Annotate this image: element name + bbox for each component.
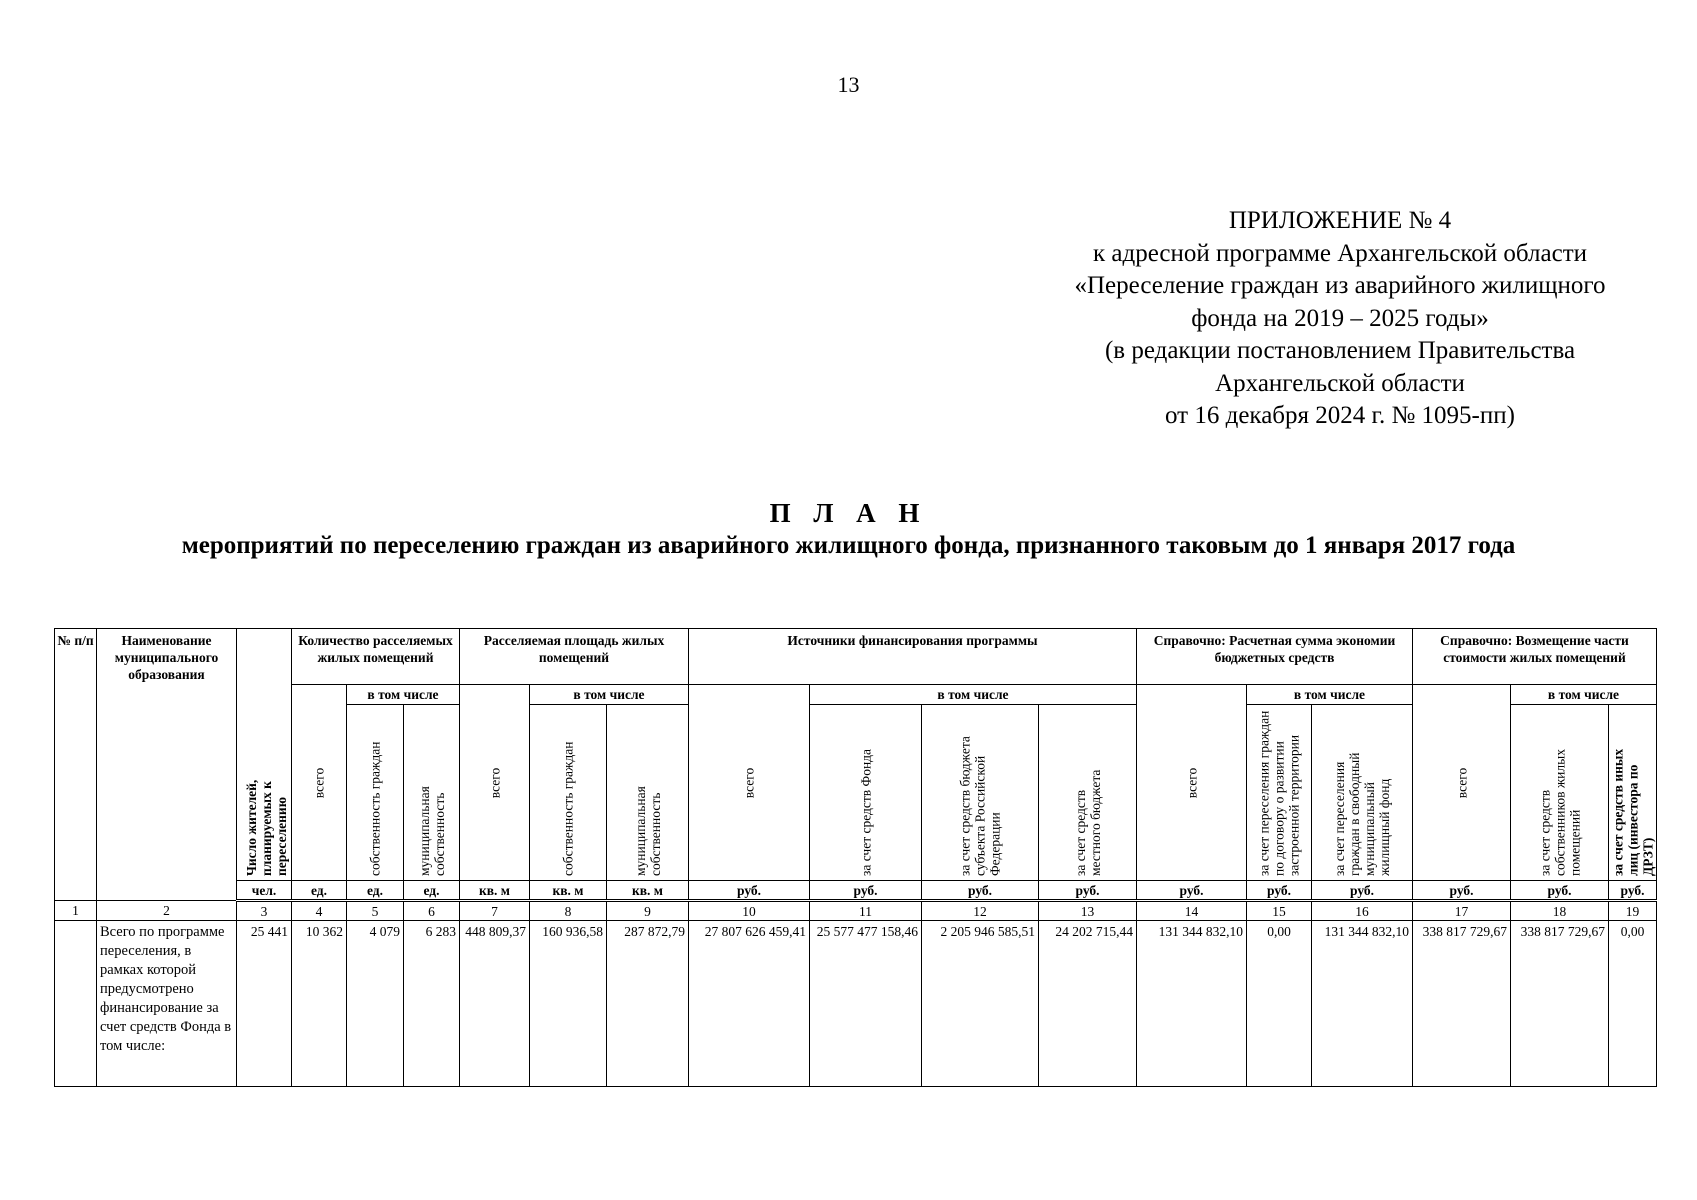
unit-cell: руб.	[689, 881, 810, 901]
column-number: 14	[1137, 901, 1247, 921]
header-rooms-private: собственность граждан	[347, 705, 404, 881]
column-number: 4	[292, 901, 347, 921]
unit-cell: чел.	[237, 881, 292, 901]
header-area-group: Расселяемая площадь жилых помещений	[460, 629, 689, 685]
column-number-row	[55, 901, 1657, 921]
column-number: 12	[922, 901, 1039, 921]
page-number: 13	[837, 72, 860, 97]
plan-table	[54, 628, 1657, 1087]
column-number: 18	[1511, 901, 1609, 921]
column-number: 15	[1247, 901, 1312, 921]
unit-cell: руб.	[1137, 881, 1247, 901]
row-value-econ-development: 0,00	[1247, 921, 1312, 1087]
header-from-local-budget: за счет средств местного бюджета	[1039, 705, 1137, 881]
header-area-total: всего	[460, 685, 530, 881]
header-name: Наименование муниципального образования	[97, 629, 237, 901]
column-number: 3	[237, 901, 292, 921]
unit-cell: руб.	[1312, 881, 1413, 901]
header-num: № п/п	[55, 629, 97, 901]
row-value-finance-total: 27 807 626 459,41	[689, 921, 810, 1087]
unit-cell: ед.	[292, 881, 347, 901]
header-economy-group: Справочно: Расчетная сумма экономии бюджетных средств	[1137, 629, 1413, 685]
column-number: 11	[810, 901, 922, 921]
column-number: 2	[97, 901, 237, 921]
column-number: 19	[1609, 901, 1657, 921]
appendix-line: от 16 декабря 2024 г. № 1095-пп)	[1165, 402, 1515, 429]
column-number: 5	[347, 901, 404, 921]
appendix-line: к адресной программе Архангельской области	[1092, 239, 1588, 267]
plan-title: П Л А Н	[769, 498, 928, 528]
column-number: 9	[607, 901, 689, 921]
header-from-subject-budget: за счет средств бюджета субъекта Российской Федерации	[922, 705, 1039, 881]
row-value-comp-owners: 338 817 729,67	[1511, 921, 1609, 1087]
unit-cell: кв. м	[460, 881, 530, 901]
appendix-line: (в редакции постановлением Правительства	[1104, 337, 1576, 364]
appendix-line: Архангельской области	[1215, 369, 1465, 397]
table-row	[55, 921, 1657, 1087]
header-including: в том числе	[530, 685, 689, 705]
row-value-compensation-total: 338 817 729,67	[1413, 921, 1511, 1087]
header-comp-others: за счет средств иных лиц (инвестора по ДРЗТ)	[1609, 705, 1657, 881]
header-econ-development: за счет переселения граждан по договору о развитии застроенной территории	[1247, 705, 1312, 881]
header-area-private: собственность граждан	[530, 705, 607, 881]
appendix-line: «Переселение граждан из аварийного жилищного	[1074, 272, 1606, 299]
column-number: 17	[1413, 901, 1511, 921]
row-value-from-fund: 25 577 477 158,46	[810, 921, 922, 1087]
row-value-area-total: 448 809,37	[460, 921, 530, 1087]
unit-cell: ед.	[404, 881, 460, 901]
header-rooms-total: всего	[292, 685, 347, 881]
row-value-from-subject-budget: 2 205 946 585,51	[922, 921, 1039, 1087]
row-value-residents: 25 441	[237, 921, 292, 1087]
header-econ-free-fund: за счет переселения граждан в свободный муниципальный жилищный фонд	[1312, 705, 1413, 881]
header-finance-group: Источники финансирования программы	[689, 629, 1137, 685]
unit-cell: кв. м	[530, 881, 607, 901]
column-number: 10	[689, 901, 810, 921]
row-value-from-local-budget: 24 202 715,44	[1039, 921, 1137, 1087]
header-including: в том числе	[347, 685, 460, 705]
column-number: 8	[530, 901, 607, 921]
appendix-line: фонда на 2019 – 2025 годы»	[1191, 304, 1489, 332]
header-area-municipal: муниципальная собственность	[607, 705, 689, 881]
column-number: 1	[55, 901, 97, 921]
header-rooms-municipal: муниципальная собственность	[404, 705, 460, 881]
column-number: 6	[404, 901, 460, 921]
header-rooms-group: Количество расселяемых жилых помещений	[292, 629, 460, 685]
column-number: 16	[1312, 901, 1413, 921]
header-including: в том числе	[1511, 685, 1657, 705]
header-finance-total: всего	[689, 685, 810, 881]
row-name: Всего по программе переселения, в рамках которой предусмотрено финансирование за счет средств Фонда в том числе:	[97, 921, 237, 1087]
header-including: в том числе	[810, 685, 1137, 705]
header-from-fund: за счет средств Фонда	[810, 705, 922, 881]
header-residents: Число жителей, планируемых к переселению	[237, 629, 292, 881]
appendix-line: ПРИЛОЖЕНИЕ № 4	[1228, 207, 1452, 234]
header-compensation-total: всего	[1413, 685, 1511, 881]
row-value-econ-free-fund: 131 344 832,10	[1312, 921, 1413, 1087]
row-value-area-municipal: 287 872,79	[607, 921, 689, 1087]
unit-cell: руб.	[1511, 881, 1609, 901]
header-compensation-group: Справочно: Возмещение части стоимости жилых помещений	[1413, 629, 1657, 685]
row-value-rooms-private: 4 079	[347, 921, 404, 1087]
row-value-area-private: 160 936,58	[530, 921, 607, 1087]
unit-cell: руб.	[1039, 881, 1137, 901]
unit-cell: ед.	[347, 881, 404, 901]
plan-subtitle: мероприятий по переселению граждан из аварийного жилищного фонда, признанного таковым до 1 января 2017 года	[181, 532, 1516, 559]
column-number: 13	[1039, 901, 1137, 921]
header-comp-owners: за счет средств собственников жилых помещений	[1511, 705, 1609, 881]
unit-cell: руб.	[810, 881, 922, 901]
unit-cell: руб.	[922, 881, 1039, 901]
unit-cell: руб.	[1247, 881, 1312, 901]
unit-cell: кв. м	[607, 881, 689, 901]
row-value-rooms-total: 10 362	[292, 921, 347, 1087]
column-number: 7	[460, 901, 530, 921]
appendix-header	[1030, 205, 1650, 433]
row-value-economy-total: 131 344 832,10	[1137, 921, 1247, 1087]
header-including: в том числе	[1247, 685, 1413, 705]
header-economy-total: всего	[1137, 685, 1247, 881]
row-value-comp-others: 0,00	[1609, 921, 1657, 1087]
row-value-rooms-municipal: 6 283	[404, 921, 460, 1087]
unit-cell: руб.	[1413, 881, 1511, 901]
unit-cell: руб.	[1609, 881, 1657, 901]
row-num	[55, 921, 97, 1087]
